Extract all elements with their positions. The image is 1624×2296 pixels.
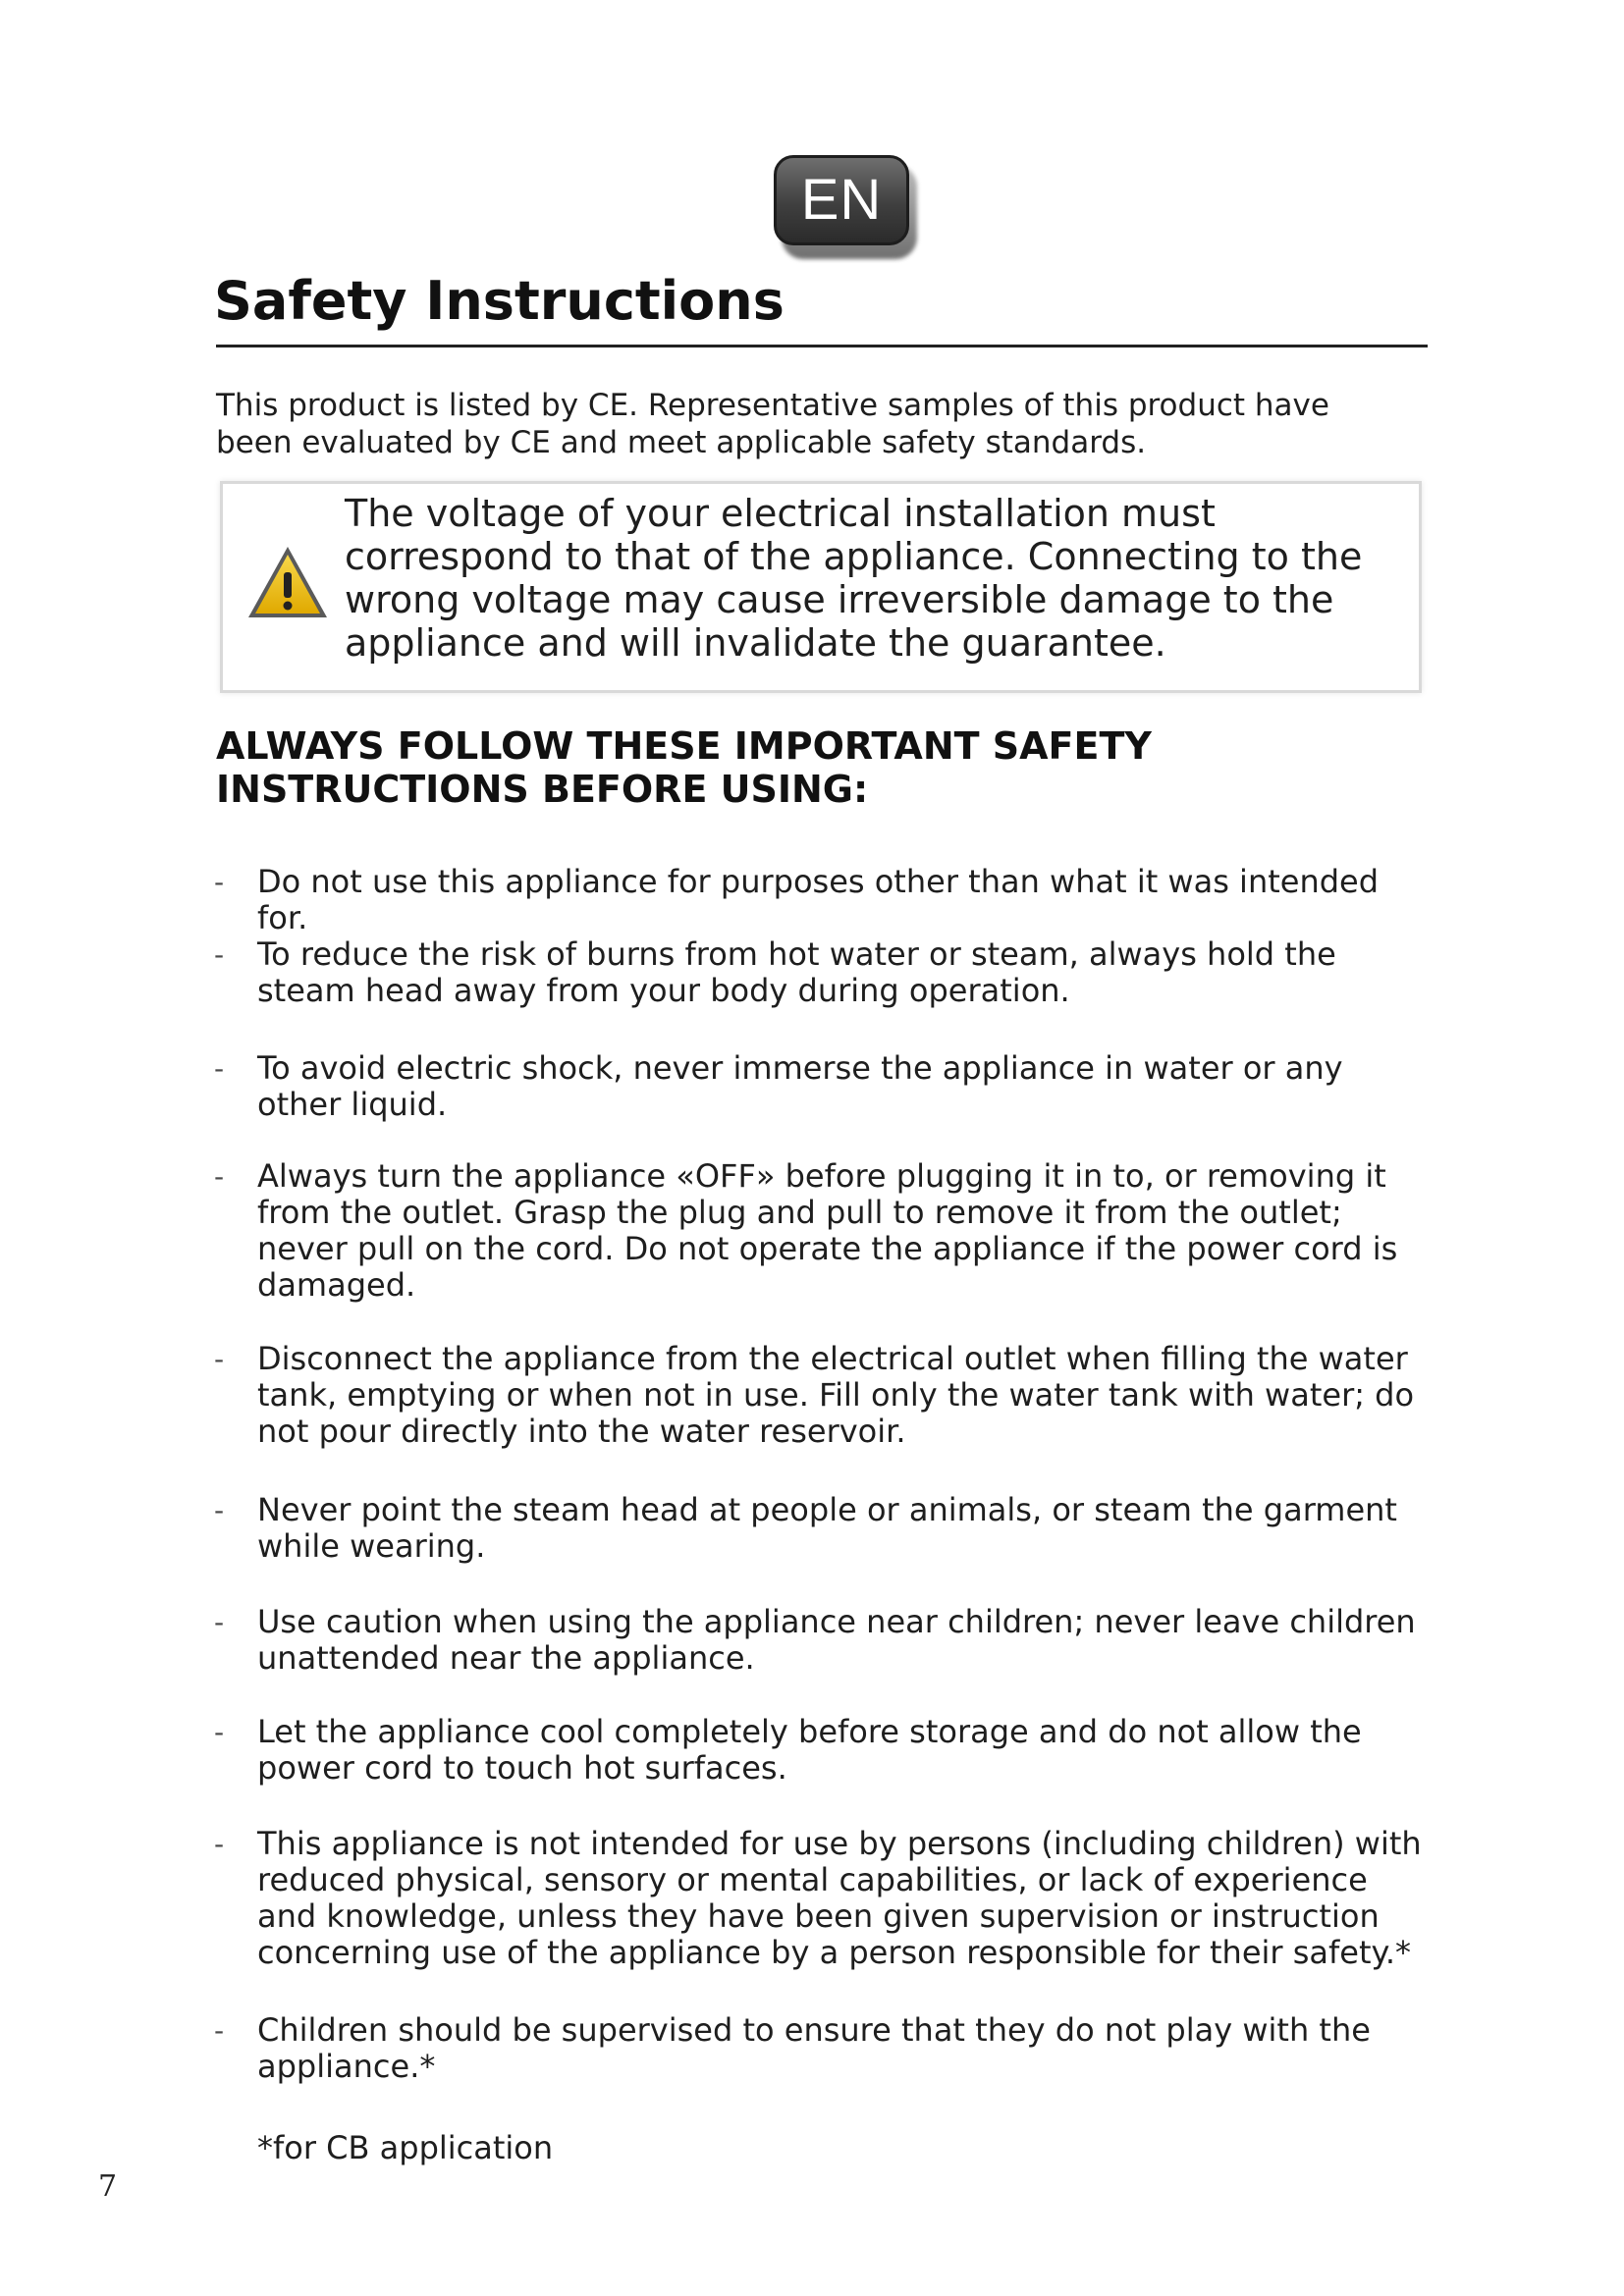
voltage-warning-box — [220, 481, 1422, 693]
instruction-text: Let the appliance cool completely before storage and do not allow the power cord to touch hot surfaces. — [257, 1713, 1362, 1787]
warning-triangle-icon — [244, 543, 331, 621]
language-badge: EN — [774, 155, 909, 245]
bullet-dash: - — [214, 1828, 225, 1860]
instruction-text: Use caution when using the appliance near children; never leave children unattended near the appliance. — [257, 1603, 1416, 1677]
instruction-text: This appliance is not intended for use by persons (including children) with reduced physical, sensory or mental capabilities, or lack of experience and knowledge, unless they have been given supervision or instruction concerning use of the appliance by a person responsible for their safety.* — [257, 1825, 1422, 1971]
bullet-dash: - — [214, 1160, 225, 1193]
footnote: *for CB application — [257, 2129, 554, 2166]
bullet-dash: - — [214, 866, 225, 898]
instruction-text: Children should be supervised to ensure that they do not play with the appliance.* — [257, 2011, 1371, 2085]
intro-paragraph: This product is listed by CE. Representative samples of this product have been evaluated by CE and meet applicable safety standards. — [216, 388, 1329, 460]
instruction-text: Disconnect the appliance from the electrical outlet when filling the water tank, emptying or when not in use. Fill only the water tank with water; do not pour directly into the water reservoir. — [257, 1340, 1415, 1450]
language-badge-wrapper — [774, 155, 923, 263]
warning-text: The voltage of your electrical installation must correspond to that of the appliance. Connecting to the wrong voltage may cause irreversible damage to the appliance and will invalidate the guarantee. — [345, 492, 1363, 665]
instruction-text: To avoid electric shock, never immerse the appliance in water or any other liquid. — [257, 1049, 1343, 1123]
bullet-dash: - — [214, 1606, 225, 1638]
bullet-dash: - — [214, 2014, 225, 2047]
instruction-text: Do not use this appliance for purposes other than what it was intended for. — [257, 863, 1380, 936]
instruction-text: Never point the steam head at people or animals, or steam the garment while wearing. — [257, 1491, 1397, 1565]
bullet-dash: - — [214, 1343, 225, 1375]
bullet-dash: - — [214, 1052, 225, 1085]
page-title: Safety Instructions — [214, 270, 785, 332]
safety-subheading: ALWAYS FOLLOW THESE IMPORTANT SAFETY INSTRUCTIONS BEFORE USING: — [216, 724, 1152, 811]
title-divider — [216, 345, 1428, 347]
instruction-text: Always turn the appliance «OFF» before plugging it in to, or removing it from the outlet. Grasp the plug and pull to remove it from the outlet; never pull on the cord. Do not operate the appliance if the power cord is damaged. — [257, 1157, 1398, 1304]
bullet-dash: - — [214, 1716, 225, 1748]
bullet-dash: - — [214, 938, 225, 971]
instruction-text: To reduce the risk of burns from hot water or steam, always hold the steam head away from your body during operation. — [257, 935, 1336, 1009]
page-number: 7 — [98, 2169, 118, 2204]
bullet-dash: - — [214, 1494, 225, 1526]
